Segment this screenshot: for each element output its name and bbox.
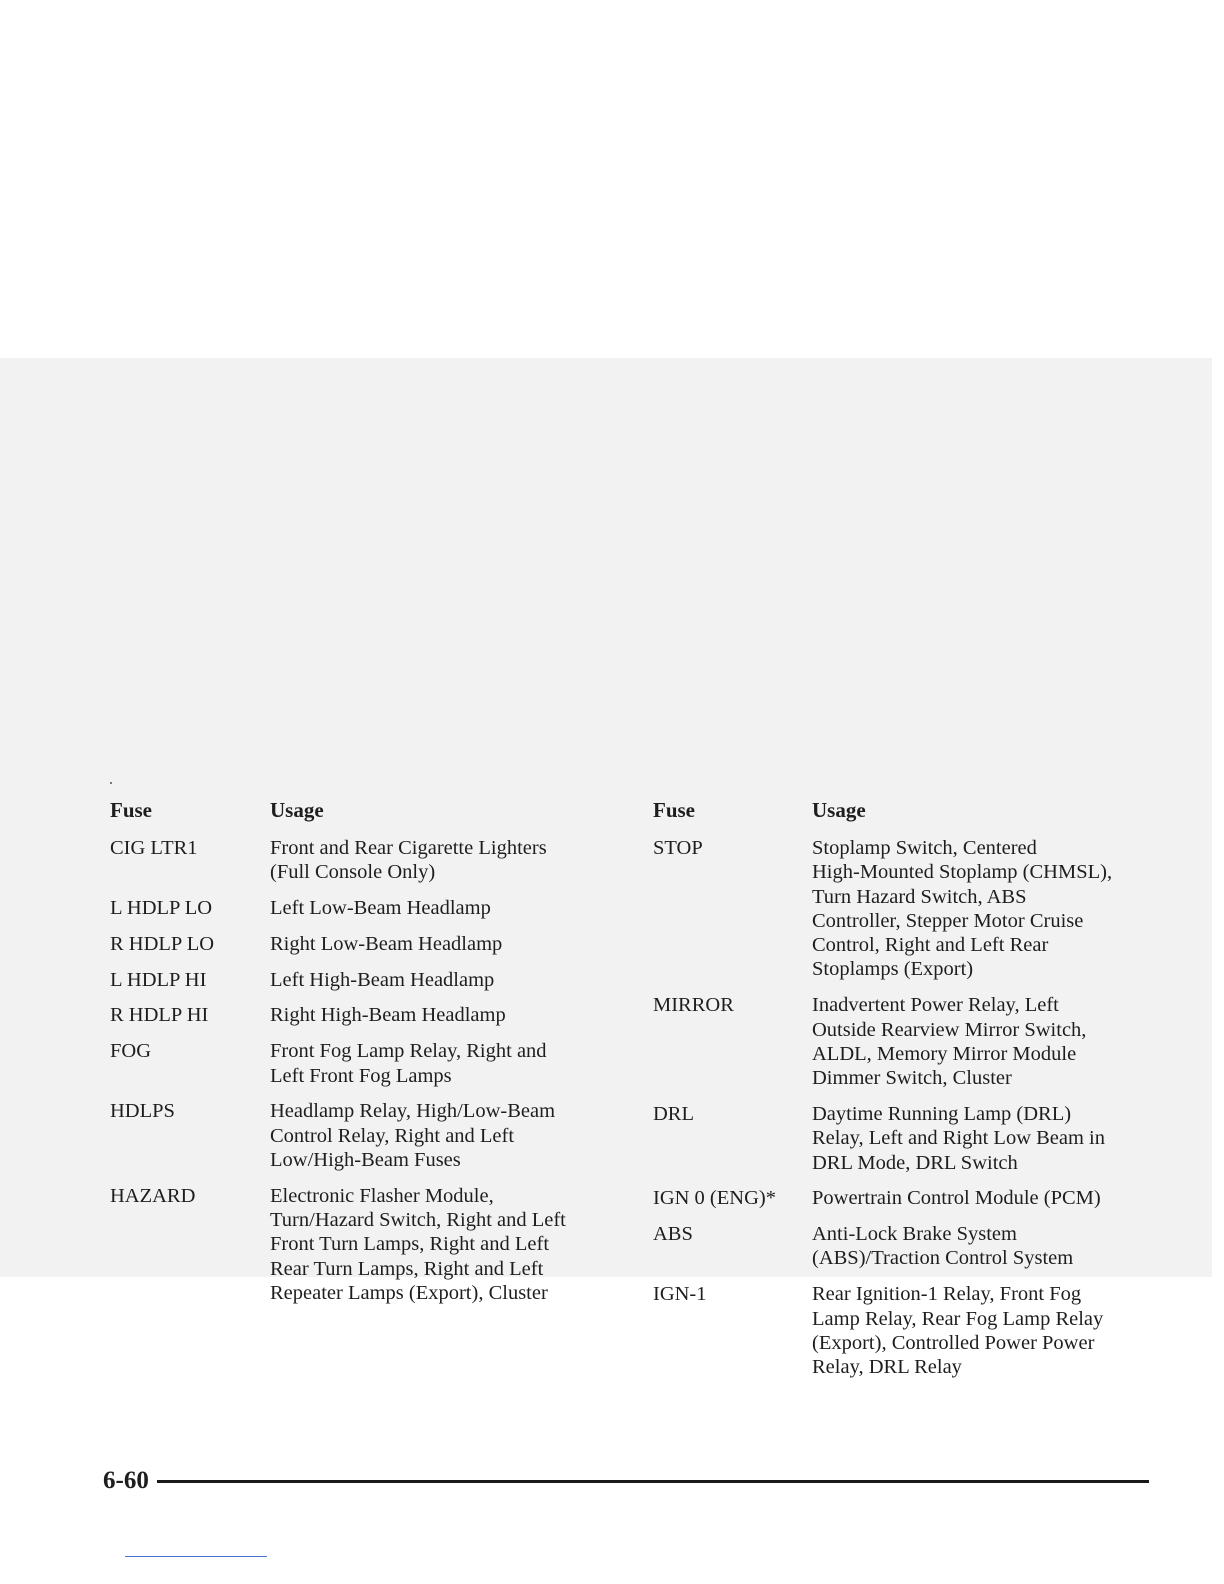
fuse-usage: Rear Ignition-1 Relay, Front Fog Lamp Relay, Rear Fog Lamp Relay (Export), Controlled Power Power Relay, DRL Relay <box>812 1283 1104 1379</box>
fuse-usage: Inadvertent Power Relay, Left Outside Rearview Mirror Switch, ALDL, Memory Mirror Module Dimmer Switch, Cluster <box>812 994 1087 1090</box>
table-row <box>653 1282 1173 1379</box>
table-row <box>110 836 610 885</box>
fuse-usage: Front Fog Lamp Relay, Right and Left Front Fog Lamps <box>270 1040 547 1087</box>
fuse-name: IGN 0 (ENG)* <box>653 1187 776 1210</box>
fuse-name: R HDLP LO <box>110 932 215 955</box>
fuse-name: IGN-1 <box>653 1283 707 1306</box>
fuse-usage: Right High-Beam Headlamp <box>270 1004 506 1027</box>
fuse-name: CIG LTR1 <box>110 837 198 859</box>
usage-column-header: Usage <box>270 798 324 822</box>
fuse-name: MIRROR <box>653 994 734 1017</box>
usage-column-header: Usage <box>812 798 866 822</box>
table-row <box>110 1003 610 1027</box>
fuse-column-header: Fuse <box>110 798 152 822</box>
table-row <box>110 932 610 956</box>
fuse-name: DRL <box>653 1102 694 1125</box>
fuse-usage: Right Low-Beam Headlamp <box>270 932 503 955</box>
table-row <box>110 1099 610 1172</box>
table-row <box>653 993 1173 1090</box>
fuse-usage: Electronic Flasher Module, Turn/Hazard Switch, Right and Left Front Turn Lamps, Right and Left Rear Turn Lamps, Right and Left Repeater Lamps (Export), Cluster <box>270 1184 566 1304</box>
page-number: 6-60 <box>103 1467 149 1494</box>
fuse-usage: Front and Rear Cigarette Lighters (Full Console Only) <box>270 837 547 884</box>
table-row <box>653 836 1173 982</box>
footer-rule <box>157 1480 1149 1483</box>
table-header-right <box>653 796 1173 824</box>
fuse-name: HAZARD <box>110 1184 196 1207</box>
fuse-usage: Stoplamp Switch, Centered High-Mounted Stoplamp (CHMSL), Turn Hazard Switch, ABS Controller, Stepper Motor Cruise Control, Right and Left Rear Stoplamps (Export) <box>812 837 1113 981</box>
table-header-left <box>110 796 610 824</box>
fuse-name: FOG <box>110 1040 152 1063</box>
table-row <box>110 896 610 920</box>
link-underline[interactable] <box>125 1556 267 1557</box>
fuse-usage: Anti-Lock Brake System (ABS)/Traction Control System <box>812 1223 1074 1270</box>
fuse-name: R HDLP HI <box>110 1004 209 1027</box>
fuse-name: STOP <box>653 837 703 859</box>
fuse-table-right <box>653 796 1173 1391</box>
fuse-usage: Headlamp Relay, High/Low-Beam Control Relay, Right and Left Low/High-Beam Fuses <box>270 1100 556 1171</box>
table-row <box>110 1039 610 1088</box>
fuse-usage: Daytime Running Lamp (DRL) Relay, Left and Right Low Beam in DRL Mode, DRL Switch <box>812 1102 1106 1174</box>
fuse-name: L HDLP HI <box>110 968 207 991</box>
fuse-usage: Left High-Beam Headlamp <box>270 968 495 991</box>
fuse-column-header: Fuse <box>653 798 695 822</box>
fuse-table-left <box>110 796 610 1317</box>
fuse-name: ABS <box>653 1223 693 1246</box>
page-footer <box>103 1466 1149 1496</box>
table-row <box>110 1184 610 1305</box>
table-row <box>653 1222 1173 1271</box>
table-row <box>653 1102 1173 1175</box>
manual-page <box>0 358 1212 1494</box>
table-row <box>653 1186 1173 1210</box>
fuse-usage: Left Low-Beam Headlamp <box>270 897 491 920</box>
table-row <box>110 968 610 992</box>
fuse-usage: Powertrain Control Module (PCM) <box>812 1187 1101 1210</box>
scan-speck <box>110 782 112 784</box>
fuse-name: L HDLP LO <box>110 897 213 920</box>
fuse-name: HDLPS <box>110 1100 175 1123</box>
